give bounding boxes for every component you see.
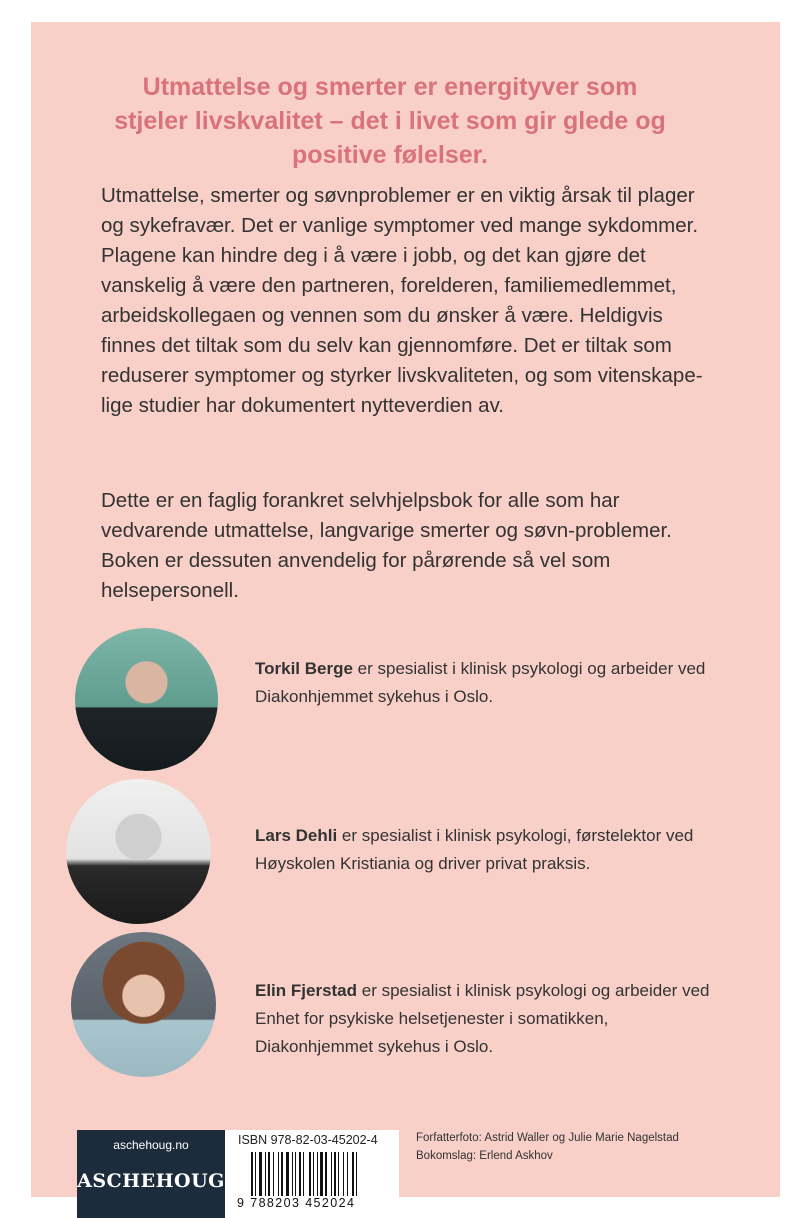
photo-credit: Forfatterfoto: Astrid Waller og Julie Marie Nagelstad [416,1132,679,1144]
barcode-bar [273,1152,274,1196]
barcode-bar [268,1152,270,1196]
barcode-bar [259,1152,262,1196]
barcode-bar [251,1152,253,1196]
barcode-bar [343,1152,344,1196]
barcode-bar [356,1152,357,1196]
author-bio-text: er spesialist i klinisk psykologi og arbeider ved Diakonhjemmet sykehus i Oslo. [255,659,706,706]
publisher-website: aschehoug.no [113,1138,189,1152]
author-photo-dehli [66,779,211,924]
isbn-label: ISBN 978-82-03-45202-4 [238,1133,378,1147]
barcode-box [225,1130,399,1218]
publisher-logo: ASCHEHOUG [77,1170,225,1192]
barcode-bar [309,1152,311,1196]
author-bio-text: er spesialist i klinisk psykologi, førstelektor ved Høyskolen Kristiania og driver privat praksis. [255,826,694,873]
author-name: Lars Dehli [255,826,338,845]
barcode-bar [292,1152,293,1196]
barcode-bar [265,1152,266,1196]
barcode-bar [325,1152,327,1196]
barcode-bar [303,1152,304,1196]
barcode-bar [347,1152,348,1196]
author-bio-fjerstad [255,977,725,1061]
barcode-bar [313,1152,314,1196]
description-paragraph-1: Utmattelse, smerter og søvnproblemer er en viktig årsak til plager og sykefravær. Det er vanlige symptomer ved mange sykdommer. Plagene kan hindre deg i å være i jobb, og det kan gjøre det vanskelig å være den partneren, forelderen, familiemedlemmet, arbeidskollegaen og vennen som du ønsker å være. Heldigvis finnes det tiltak som du selv kan gjennomføre. Det er tiltak som reduserer symptomer og styrker livskvaliteten, og som vitenskape-lige studier har dokumentert nytteverdien av. [101,184,703,417]
author-bio-dehli [255,822,725,878]
barcode-bar [352,1152,354,1196]
barcode-bar [338,1152,339,1196]
barcode-bar [281,1152,283,1196]
barcode-bar [334,1152,336,1196]
author-photo-berge [75,628,218,771]
author-name: Torkil Berge [255,659,353,678]
barcode-digits: 9 788203 452024 [237,1196,356,1210]
cover-credit: Bokomslag: Erlend Askhov [416,1150,553,1162]
barcode-bar [320,1152,323,1196]
author-bio-berge [255,655,725,711]
author-name: Elin Fjerstad [255,981,358,1000]
barcode-bar [331,1152,332,1196]
barcode [251,1152,393,1196]
barcode-bar [278,1152,279,1196]
publisher-box [77,1130,225,1218]
barcode-bar [317,1152,318,1196]
barcode-bar [255,1152,256,1196]
tagline: Utmattelse og smerter er energityver som stjeler livskvalitet – det i livet som gir glede og positive følelser. [114,73,666,169]
author-bio-text: er spesialist i klinisk psykologi og arbeider ved Enhet for psykiske helsetjenester i somatikken, Diakonhjemmet sykehus i Oslo. [255,981,710,1056]
barcode-bar [286,1152,289,1196]
barcode-bar [295,1152,296,1196]
author-photo-fjerstad [71,932,216,1077]
credits [416,1129,679,1165]
barcode-bar [299,1152,301,1196]
description-paragraph-2: Dette er en faglig forankret selvhjelpsbok for alle som har vedvarende utmattelse, langvarige smerter og søvn-problemer. Boken er dessuten anvendelig for pårørende så vel som helsepersonell. [101,489,672,602]
